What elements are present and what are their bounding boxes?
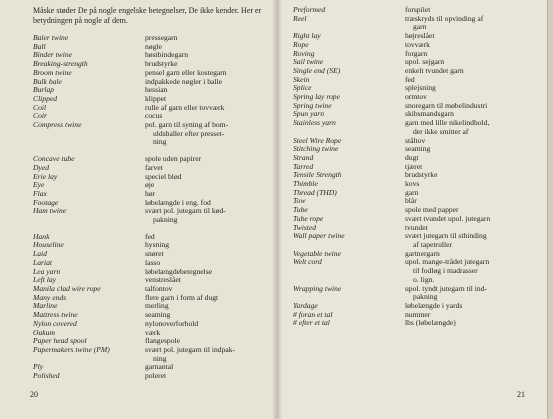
glossary-term: Splice xyxy=(293,83,312,93)
glossary-term: Roving xyxy=(293,48,315,58)
glossary-definition: pensel garn eller kostegarn xyxy=(145,68,227,77)
glossary-definition-line: pakning xyxy=(413,292,438,302)
glossary-definition: høstbindegarn xyxy=(145,51,189,60)
glossary-entry xyxy=(293,171,543,180)
glossary-term: Erie lay xyxy=(33,171,58,181)
glossary-term: Marline xyxy=(33,301,58,311)
glossary-definition-line: garn xyxy=(413,22,427,32)
glossary-term: Compress twine xyxy=(33,120,82,130)
glossary-term: Binder twine xyxy=(33,50,73,60)
glossary-term: Twisted xyxy=(293,222,317,232)
glossary-definition: seaming xyxy=(145,311,171,320)
glossary-definition: cocus xyxy=(145,112,163,121)
book-gutter xyxy=(272,0,282,419)
glossary-definition: brudstyrke xyxy=(405,171,438,180)
glossary-entry xyxy=(33,86,273,95)
glossary-term: Left lay xyxy=(33,275,56,285)
glossary-entry xyxy=(293,50,543,59)
glossary-definition: speciel blød xyxy=(145,172,182,181)
glossary-definition: garnantal xyxy=(145,363,174,372)
glossary-definition: nøgle xyxy=(145,42,162,51)
glossary-term: Stitching twine xyxy=(293,144,339,154)
glossary-entry xyxy=(33,173,273,182)
glossary-entry xyxy=(33,78,273,87)
glossary-entry xyxy=(293,215,543,224)
glossary-term: Houseline xyxy=(33,240,64,250)
glossary-definition: nummer xyxy=(405,310,431,319)
glossary-definition: klippet xyxy=(145,94,167,103)
glossary-term: Nylon covered xyxy=(33,318,77,328)
glossary-entry xyxy=(293,189,543,198)
indent-spacer xyxy=(33,138,153,147)
glossary-definition-continuation xyxy=(293,293,543,302)
glossary-term: # efter et tal xyxy=(293,318,330,328)
glossary-definition: hessian xyxy=(145,86,168,95)
glossary-term: Footage xyxy=(33,197,59,207)
glossary-term: Broom twine xyxy=(33,67,72,77)
glossary-definition: lasso xyxy=(145,258,161,267)
glossary-definition: fed xyxy=(145,232,155,241)
page-number-left: 20 xyxy=(30,390,38,399)
glossary-term: Ball xyxy=(33,41,46,51)
glossary-definition-line: der ikke smitter af xyxy=(413,126,469,136)
page-edge xyxy=(547,0,553,419)
glossary-term: Laid xyxy=(33,249,47,259)
glossary-definition-continuation xyxy=(293,23,543,32)
glossary-term: Single end (SE) xyxy=(293,65,341,75)
glossary-entry xyxy=(33,190,273,199)
glossary-definition: svært pol. jutegarn til kød- xyxy=(145,207,226,216)
right-page xyxy=(277,0,553,419)
glossary-term: Oakum xyxy=(33,327,55,337)
glossary-term: Thread (THD) xyxy=(293,187,337,197)
glossary-entry xyxy=(293,67,543,76)
glossary-definition-continuation xyxy=(33,216,273,225)
left-glossary xyxy=(33,34,273,381)
glossary-definition: brudstyrke xyxy=(145,60,178,69)
glossary-entry xyxy=(33,363,273,372)
glossary-definition-line: ning xyxy=(153,137,167,147)
glossary-term: Bulk bale xyxy=(33,76,62,86)
glossary-term: Flax xyxy=(33,188,47,198)
glossary-term: Tow xyxy=(293,196,306,206)
glossary-definition-line: af tapetruller xyxy=(413,239,452,249)
glossary-definition: værk xyxy=(145,328,161,337)
glossary-definition: hysning xyxy=(145,241,170,250)
glossary-definition: upol. mange-trådet jutegarn xyxy=(405,258,490,267)
glossary-entry xyxy=(33,181,273,190)
glossary-entry xyxy=(293,76,543,85)
glossary-definition: svært pol. jutegarn til indpak- xyxy=(145,345,236,354)
glossary-term: Coir xyxy=(33,111,47,121)
glossary-term: Ham twine xyxy=(33,206,67,216)
glossary-definition-line: ning xyxy=(153,353,167,363)
glossary-term: Lea yarn xyxy=(33,266,61,276)
glossary-term: Many ends xyxy=(33,292,67,302)
glossary-term: Tube rope xyxy=(293,213,324,223)
glossary-term: Welt cord xyxy=(293,257,322,267)
glossary-term: Sail twine xyxy=(293,57,324,67)
glossary-term: Rope xyxy=(293,39,309,49)
glossary-definition: spole uden papirer xyxy=(145,155,202,164)
glossary-term: Yardage xyxy=(293,300,318,310)
indent-spacer xyxy=(293,267,413,276)
glossary-entry xyxy=(293,6,543,15)
glossary-definition: pol. garn til syning af bom- xyxy=(145,121,229,130)
glossary-definition: ståltov xyxy=(405,136,426,145)
page-number-right: 21 xyxy=(517,390,525,399)
glossary-entry xyxy=(33,199,273,208)
glossary-definition: snøret xyxy=(145,250,164,259)
glossary-entry xyxy=(33,69,273,78)
glossary-definition: skibsmandsgarn xyxy=(405,110,454,119)
glossary-entry xyxy=(293,319,543,328)
glossary-entry xyxy=(293,206,543,215)
glossary-definition: forspilet xyxy=(405,6,431,14)
glossary-term: Breaking-strength xyxy=(33,59,88,69)
indent-spacer xyxy=(33,355,153,364)
glossary-term: Right lay xyxy=(293,31,321,41)
glossary-definition: løbelængde i eng. fod xyxy=(145,198,211,207)
right-glossary xyxy=(293,6,543,328)
glossary-definition: ormtov xyxy=(405,93,427,102)
glossary-definition-line: o. lign. xyxy=(413,274,435,284)
glossary-definition: enkelt tvundet garn xyxy=(405,66,464,75)
glossary-definition: øje xyxy=(145,181,155,190)
glossary-term: Polished xyxy=(33,371,60,381)
glossary-term: Steel Wire Rope xyxy=(293,135,342,145)
glossary-definition: fed xyxy=(405,75,415,84)
glossary-definition-line: uldsballer efter presset- xyxy=(153,128,225,138)
glossary-definition: farvet xyxy=(145,163,163,172)
indent-spacer xyxy=(33,216,153,225)
glossary-definition: venstreslået xyxy=(145,276,181,285)
glossary-entry xyxy=(33,250,273,259)
glossary-definition: tjæret xyxy=(405,162,423,171)
glossary-entry xyxy=(33,104,273,113)
glossary-entry xyxy=(293,154,543,163)
glossary-term: Mattress twine xyxy=(33,310,78,320)
glossary-term: Wrapping twine xyxy=(293,283,342,293)
glossary-definition: splejsning xyxy=(405,84,436,93)
glossary-term: Lariat xyxy=(33,257,52,267)
glossary-definition: løbelængdebetegnelse xyxy=(145,267,213,276)
glossary-term: Clipped xyxy=(33,93,58,103)
glossary-term: Spun yarn xyxy=(293,109,325,119)
glossary-term: Hank xyxy=(33,231,50,241)
glossary-entry xyxy=(33,233,273,242)
glossary-term: Preformed xyxy=(293,5,326,14)
glossary-definition: garn xyxy=(405,188,419,197)
glossary-term: Wall paper twine xyxy=(293,231,345,241)
glossary-definition: flere garn i form af dugt xyxy=(145,293,219,302)
glossary-definition: spole med papper xyxy=(405,206,459,215)
glossary-definition: lbs (løbelængde) xyxy=(405,319,456,328)
glossary-term: Ply xyxy=(33,362,44,372)
glossary-entry xyxy=(33,95,273,104)
glossary-term: Stainless yarn xyxy=(293,118,336,128)
glossary-term: Baler twine xyxy=(33,33,69,42)
glossary-definition: tvundet xyxy=(405,223,428,232)
glossary-term: # foran et tal xyxy=(293,309,333,319)
glossary-entry xyxy=(293,197,543,206)
glossary-term: Strand xyxy=(293,152,314,162)
glossary-definition: højreslået xyxy=(405,32,435,41)
glossary-term: Skein xyxy=(293,74,310,84)
glossary-entry xyxy=(33,320,273,329)
glossary-definition: merling xyxy=(145,302,169,311)
indent-spacer xyxy=(33,130,153,139)
glossary-term: Tube xyxy=(293,205,308,215)
glossary-definition: poleret xyxy=(145,372,167,381)
glossary-term: Papermakers twine (PM) xyxy=(33,344,110,354)
glossary-term: Spring lay rope xyxy=(293,92,340,102)
glossary-entry xyxy=(293,145,543,154)
glossary-definition: talfontov xyxy=(145,284,173,293)
glossary-definition: hør xyxy=(145,189,156,198)
glossary-entry xyxy=(33,259,273,268)
glossary-definition: kovs xyxy=(405,180,420,189)
glossary-definition: blår xyxy=(405,197,417,206)
glossary-entry xyxy=(33,164,273,173)
glossary-entry xyxy=(293,311,543,320)
glossary-term: Tensile Strength xyxy=(293,170,342,180)
glossary-definition-line: pakning xyxy=(153,215,178,225)
glossary-term: Burlap xyxy=(33,85,55,95)
glossary-entry xyxy=(33,155,273,164)
glossary-definition: forgarn xyxy=(405,49,428,58)
glossary-term: Paper head spool xyxy=(33,336,87,346)
glossary-term: Vegetable twine xyxy=(293,248,341,258)
glossary-definition: nylonoverforhold xyxy=(145,319,199,328)
glossary-term: Coil xyxy=(33,102,47,112)
glossary-definition: flangespole xyxy=(145,337,181,346)
glossary-entry xyxy=(293,250,543,259)
glossary-entry xyxy=(33,294,273,303)
glossary-term: Eye xyxy=(33,180,45,190)
entry-spacer xyxy=(33,225,273,233)
glossary-entry xyxy=(293,41,543,50)
glossary-definition: indpakkede nøgler i balle xyxy=(145,77,222,86)
glossary-definition: upol. tyndt jutegarn til ind- xyxy=(405,284,488,293)
glossary-term: Thimble xyxy=(293,179,318,189)
glossary-definition: svært jutegarn til sthinding xyxy=(405,232,487,241)
glossary-entry xyxy=(33,372,273,381)
glossary-term: Dyed xyxy=(33,162,50,172)
glossary-definition: snoregarn til møbelindustri xyxy=(405,101,488,110)
glossary-definition: rulle af garn eller tovværk xyxy=(145,103,225,112)
glossary-term: Tarred xyxy=(293,161,314,171)
glossary-term: Manila clad wire rope xyxy=(33,283,101,293)
glossary-entry xyxy=(293,102,543,111)
glossary-definition-continuation xyxy=(33,355,273,364)
glossary-definition: garn med lille nikelindhold, xyxy=(405,119,490,128)
glossary-definition: løbelængde i yards xyxy=(405,301,463,310)
glossary-entry xyxy=(293,32,543,41)
glossary-entry xyxy=(33,285,273,294)
glossary-definition: seaming xyxy=(405,145,431,154)
glossary-definition: dugt xyxy=(405,153,419,162)
glossary-definition: upol. sejgarn xyxy=(405,58,445,67)
glossary-definition: gartnergarn xyxy=(405,249,440,258)
glossary-definition-continuation xyxy=(33,138,273,147)
glossary-definition: træskryds til opvinding af xyxy=(405,14,484,23)
glossary-entry xyxy=(33,241,273,250)
glossary-definition: pressegarn xyxy=(145,34,178,42)
glossary-entry xyxy=(33,34,273,43)
glossary-definition: svært tvundet upol. jutegarn xyxy=(405,214,491,223)
glossary-entry xyxy=(33,268,273,277)
glossary-term: Concave tube xyxy=(33,154,75,164)
glossary-definition: tovværk xyxy=(405,40,430,49)
glossary-term: Spring twine xyxy=(293,100,332,110)
glossary-term: Reel xyxy=(293,13,307,23)
intro-text: Måske støder De på nogle engelske betegnelser, De ikke kender. Her er betydningen på nogle af dem. xyxy=(33,6,262,25)
glossary-definition-line: til fodløg i madrasser xyxy=(413,266,478,276)
